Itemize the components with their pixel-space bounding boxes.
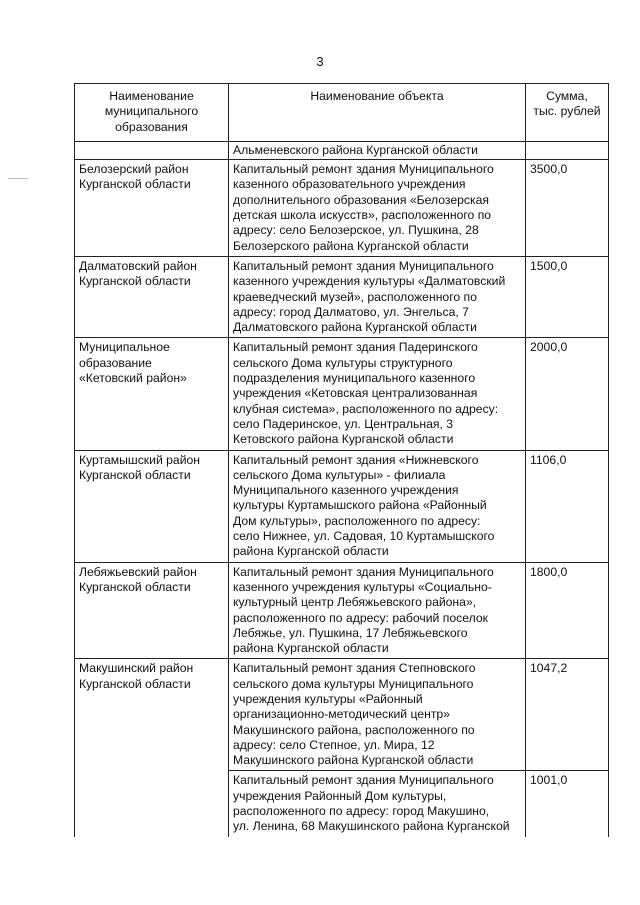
table-row [75,771,609,837]
table-row-continued [75,141,609,159]
cell-municipality: Далматовский район Курганской области [75,256,229,337]
cell-object: Капитальный ремонт здания Муниципального казенного учреждения культуры «Далматовский краеведческий музей», расположенного по адресу: город Далматово, ул. Энгельса, 7 Далматовского района Курганской области [229,256,526,337]
cell-sum: 1500,0 [526,256,609,337]
cell-object: Капитальный ремонт здания Муниципального казенного образовательного учреждения дополнительного образования «Белозерская детская школа искусств», расположенного по адресу: село Белозерское, ул. Пушкина, 28 Белозерского района Курганской области [229,160,526,257]
cell-sum: 1106,0 [526,450,609,562]
cell-sum: 1800,0 [526,562,609,659]
table-row [75,450,609,562]
table-header-row [75,84,609,142]
cell-sum: 1047,2 [526,659,609,771]
cell-object: Капитальный ремонт здания Степновского сельского дома культуры Муниципального учреждения культуры «Районный организационно-методический центр» Макушинского района, расположенного по адресу: село Степное, ул. Мира, 12 Макушинского района Курганской области [229,659,526,771]
cell-sum: 2000,0 [526,338,609,450]
header-municipality: Наименование муниципального образования [75,84,229,142]
cell-object: Капитальный ремонт здания Муниципального казенного учреждения культуры «Социально- культурный центр Лебяжьевского района», расположенного по адресу: рабочий поселок Лебяжье, ул. Пушкина, 17 Лебяжьевского района Курганской области [229,562,526,659]
table-row [75,562,609,659]
table-row [75,338,609,450]
table-row [75,160,609,257]
cell-municipality [75,141,229,159]
cell-sum: 3500,0 [526,160,609,257]
cell-municipality: Макушинский район Курганской области [75,659,229,771]
table-row [75,256,609,337]
cell-sum [526,141,609,159]
table-row [75,659,609,771]
cell-municipality: Куртамышский район Курганской области [75,450,229,562]
cell-sum: 1001,0 [526,771,609,837]
funding-table [74,83,609,837]
cell-municipality: Белозерский район Курганской области [75,160,229,257]
page-number: 3 [316,54,324,69]
cell-object: Капитальный ремонт здания Муниципального учреждения Районный Дом культуры, расположенного по адресу: город Макушино, ул. Ленина, 68 Макушинского района Курганской [229,771,526,837]
cell-object: Капитальный ремонт здания Падеринского сельского Дома культуры структурного подразделения муниципального казенного учреждения «Кетовская централизованная клубная система», расположенного по адресу: село Падеринское, ул. Центральная, 3 Кетовского района Курганской области [229,338,526,450]
cell-object: Альменевского района Курганской области [229,141,526,159]
cell-municipality: Лебяжьевский район Курганской области [75,562,229,659]
margin-mark [8,178,28,179]
header-sum: Сумма, тыс. рублей [526,84,609,142]
cell-municipality [75,771,229,837]
cell-municipality: Муниципальное образование «Кетовский район» [75,338,229,450]
header-object: Наименование объекта [229,84,526,142]
cell-object: Капитальный ремонт здания «Нижневского сельского Дома культуры» - филиала Муниципального казенного учреждения культуры Куртамышского района «Районный Дом культуры», расположенного по адресу: село Нижнее, ул. Садовая, 10 Куртамышского района Курганской области [229,450,526,562]
